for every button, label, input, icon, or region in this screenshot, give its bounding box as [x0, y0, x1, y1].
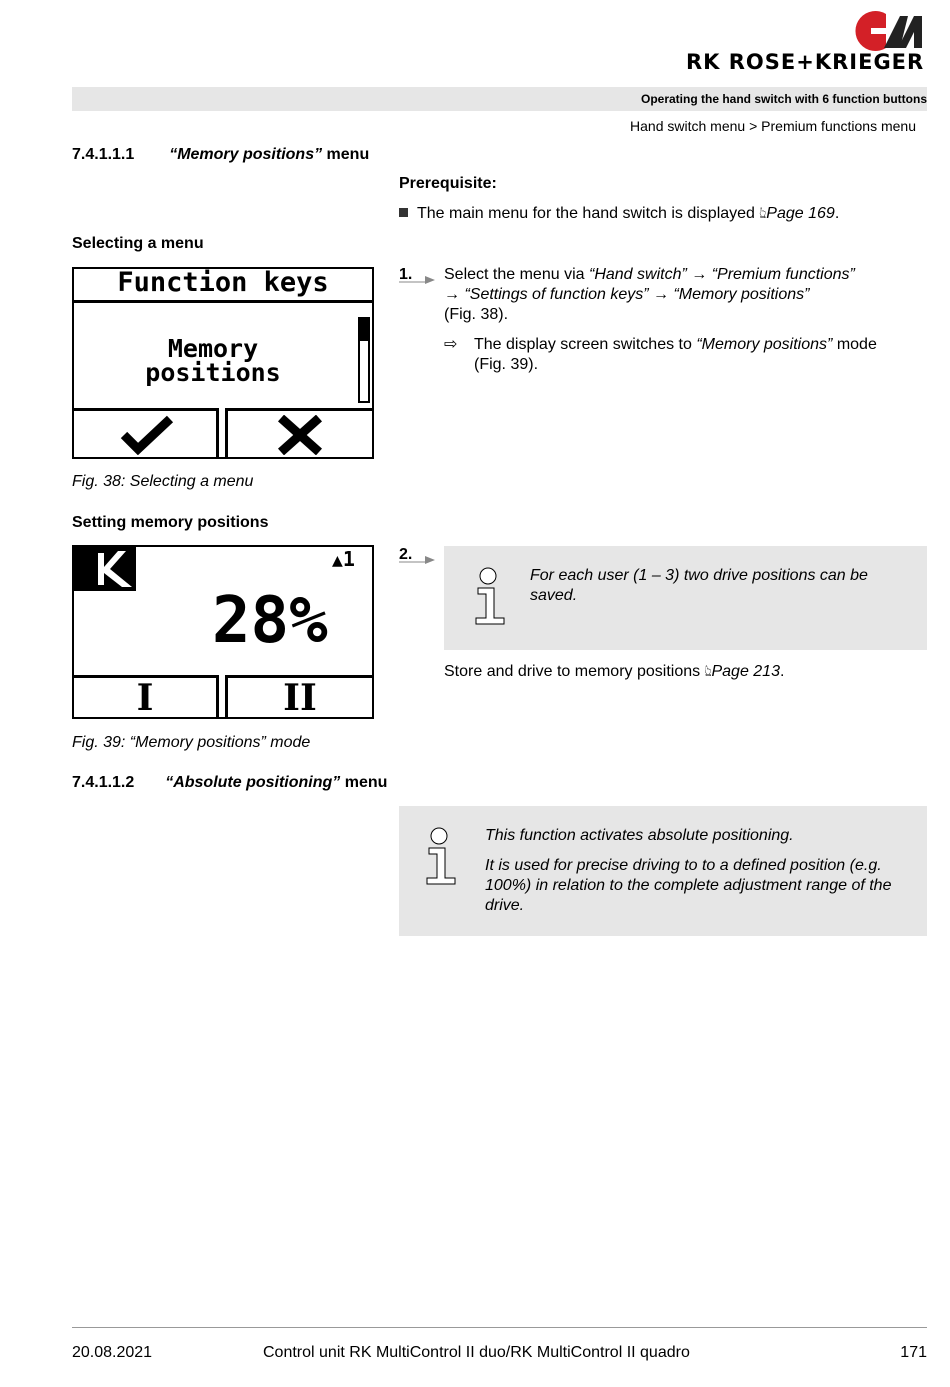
- section1-title-italic: “Memory positions”: [169, 146, 323, 163]
- fig39-key2: [225, 675, 372, 717]
- percent-value: 28%: [212, 584, 328, 658]
- fig38-line2: positions: [145, 358, 281, 387]
- fig38-title: Function keys: [117, 267, 329, 298]
- store-text: Store and drive to memory positions: [444, 663, 701, 680]
- fig38-scroll-thumb: [360, 319, 368, 341]
- info-icon: [425, 826, 459, 886]
- step2-marker: [399, 545, 439, 565]
- path-hand-switch: “Hand switch”: [588, 266, 687, 283]
- prereq-text: The main menu for the hand switch is displayed: [417, 205, 755, 222]
- fig38-key-confirm: [74, 408, 219, 457]
- square-bullet-icon: [399, 208, 408, 217]
- note1-text: For each user (1 – 3) two drive positions can be saved.: [530, 567, 868, 604]
- key2-label: II: [283, 677, 317, 719]
- arrow-right-icon: →: [691, 266, 708, 283]
- fig38-display: [72, 267, 374, 459]
- info-icon: [474, 566, 508, 626]
- footer-date: 20.08.2021: [72, 1344, 153, 1361]
- note-user-positions: [444, 546, 927, 650]
- page-ref-icon: 👆︎: [759, 205, 767, 222]
- step-arrow-icon: [399, 554, 439, 564]
- brand-name: RK ROSE+KRIEGER: [686, 50, 925, 74]
- brand-logo: [686, 8, 927, 74]
- key1-label: I: [136, 677, 154, 719]
- fig38-caption: Fig. 38: Selecting a menu: [72, 473, 254, 490]
- result-rest: mode: [836, 336, 877, 353]
- fig39-caption: Fig. 39: “Memory positions” mode: [72, 734, 311, 751]
- prereq-link[interactable]: Page 169: [766, 205, 835, 222]
- section1-heading: [72, 146, 369, 164]
- page-ref-icon: 👆︎: [704, 663, 712, 680]
- user-icon: ▲: [332, 550, 343, 571]
- store-link[interactable]: Page 213: [711, 663, 780, 680]
- fig39-key1: [74, 675, 219, 717]
- step1-lead: Select the menu via: [444, 266, 585, 283]
- subheading-setting-memory: Setting memory positions: [72, 514, 269, 531]
- logo-mark-icon: [686, 8, 927, 54]
- section2-title-italic: “Absolute positioning”: [165, 774, 341, 791]
- result-text: The display screen switches to: [474, 336, 692, 353]
- step1-ref: (Fig. 38).: [444, 306, 509, 323]
- checkmark-icon: [118, 415, 178, 455]
- section1-title-rest: menu: [326, 146, 370, 163]
- note2-line2: It is used for precise driving to to a defined position (e.g. 100%) in relation to the complete adjustment range of the drive.: [485, 857, 892, 914]
- prereq-item: The main menu for the hand switch is displayed 👆︎Page 169.: [399, 204, 839, 224]
- path-premium-functions: “Premium functions”: [711, 266, 855, 283]
- fig38-scrollbar: [358, 317, 370, 403]
- cross-icon: [275, 415, 325, 455]
- footer-page-number: 171: [900, 1344, 927, 1361]
- step1-text: [444, 265, 927, 325]
- fig38-divider: [74, 300, 372, 303]
- result-ref: (Fig. 39).: [474, 356, 539, 373]
- breadcrumb: Hand switch menu > Premium functions menu: [630, 118, 916, 134]
- step1-number: 1.: [399, 266, 413, 283]
- path-memory-positions: “Memory positions”: [673, 286, 810, 303]
- fig38-line1: Memory: [167, 334, 259, 363]
- note-absolute-positioning: [399, 806, 927, 936]
- section-bar-title: Operating the hand switch with 6 function buttons: [641, 92, 927, 106]
- note2-line1: This function activates absolute positioning.: [485, 827, 794, 844]
- subheading-selecting-menu: Selecting a menu: [72, 235, 204, 252]
- step2-number: 2.: [399, 546, 413, 563]
- section2-number: 7.4.1.1.2: [72, 774, 135, 791]
- arrow-right-icon: →: [653, 286, 669, 303]
- path-settings-function-keys: “Settings of function keys”: [464, 286, 649, 303]
- prereq-heading: Prerequisite:: [399, 175, 497, 192]
- fig39-display: [72, 545, 374, 719]
- fig38-key-cancel: [225, 408, 372, 457]
- step-arrow-icon: [399, 274, 439, 284]
- section2-heading: [72, 774, 387, 792]
- section1-number: 7.4.1.1.1: [72, 146, 135, 163]
- step1-result: [444, 335, 927, 375]
- section2-title-rest: menu: [344, 774, 388, 791]
- arrow-right-icon: →: [444, 286, 460, 303]
- footer-product: Control unit RK MultiControl II duo/RK MultiControl II quadro: [263, 1344, 690, 1361]
- result-italic: “Memory positions”: [696, 336, 833, 353]
- result-arrow-icon: ⇨: [444, 336, 458, 353]
- store-line: Store and drive to memory positions 👆︎Page 213.: [444, 663, 785, 680]
- rk-logo-icon: [74, 547, 136, 591]
- footer-divider: [72, 1327, 927, 1328]
- user-indicator: [332, 547, 355, 571]
- step1-marker: [399, 265, 439, 285]
- user-number: 1: [342, 547, 355, 571]
